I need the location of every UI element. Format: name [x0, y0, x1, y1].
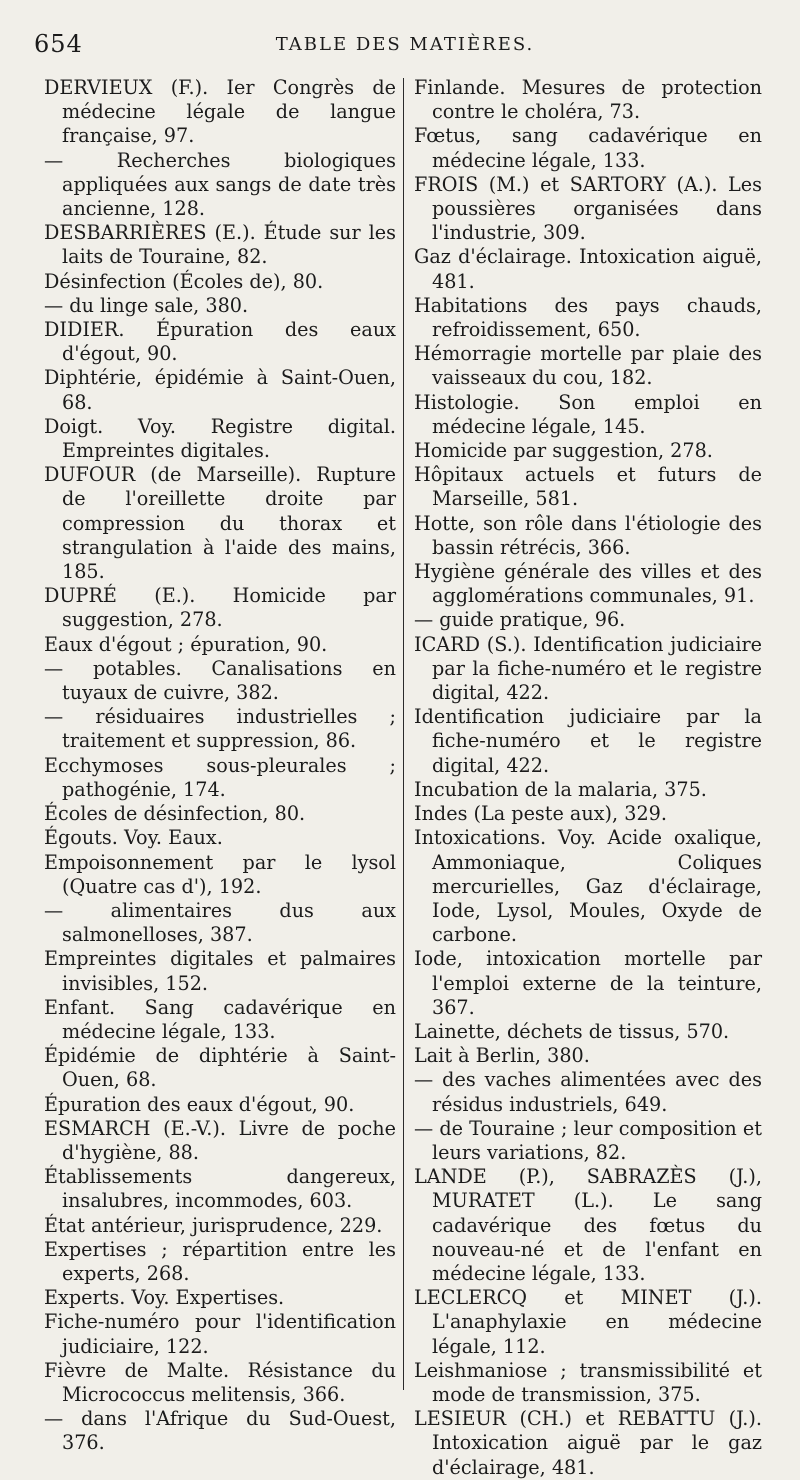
index-entry: Eaux d'égout ; épuration, 90. — [44, 632, 328, 656]
index-entry: Hôpitaux actuels et futurs de Marseille, 581. — [414, 463, 762, 511]
index-entry: Iode, intoxication mortelle par l'emploi externe de la teinture, 367. — [414, 947, 762, 1019]
index-entry: Fœtus, sang cadavérique en médecine légale, 133. — [414, 124, 762, 172]
page-number: 654 — [34, 30, 83, 58]
index-entry: Fiche-numéro pour l'identification judiciaire, 122. — [44, 1310, 396, 1358]
index-entry: LESIEUR (CH.) et REBATTU (J.). Intoxication aiguë par le gaz d'éclairage, 481. — [414, 1407, 762, 1479]
index-entry: FROIS (M.) et SARTORY (A.). Les poussières organisées dans l'industrie, 309. — [414, 172, 762, 245]
index-entry: Experts. Voy. Expertises. — [44, 1286, 285, 1310]
index-entry: Lait à Berlin, 380. — [414, 1044, 590, 1068]
index-entry: Fièvre de Malte. Résistance du Micrococcus melitensis, 366. — [44, 1358, 396, 1406]
index-entry: Empoisonnement par le lysol (Quatre cas d'), 192. — [44, 850, 396, 898]
index-entry: Enfant. Sang cadavérique en médecine légale, 133. — [44, 995, 396, 1043]
index-entry: — résiduaires industrielles ; traitement et suppression, 86. — [44, 705, 396, 753]
index-entry: — potables. Canalisations en tuyaux de cuivre, 382. — [44, 656, 396, 705]
index-entry: DIDIER. Épuration des eaux d'égout, 90. — [44, 318, 396, 366]
index-entry: État antérieur, jurisprudence, 229. — [44, 1213, 383, 1237]
index-entry: Leishmaniose ; transmissibilité et mode de transmission, 375. — [414, 1358, 762, 1406]
index-entry: Établissements dangereux, insalubres, incommodes, 603. — [44, 1165, 396, 1213]
running-title: TABLE DES MATIÈRES. — [275, 34, 535, 55]
index-entry: DERVIEUX (F.). Ier Congrès de médecine légale de langue française, 97. — [44, 76, 396, 148]
index-entry: — des vaches alimentées avec des résidus industriels, 649. — [414, 1068, 762, 1116]
index-entry: DUPRÉ (E.). Homicide par suggestion, 278. — [44, 584, 396, 632]
index-entry: Hotte, son rôle dans l'étiologie des bassin rétrécis, 366. — [414, 511, 762, 559]
index-entry: Doigt. Voy. Registre digital. Empreintes digitales. — [44, 414, 396, 463]
index-entry: — dans l'Afrique du Sud-Ouest, 376. — [44, 1407, 396, 1455]
index-entry: Hémorragie mortelle par plaie des vaisseaux du cou, 182. — [414, 342, 762, 390]
page-header — [34, 30, 776, 62]
index-entry: Hygiène générale des villes et des agglomérations communales, 91. — [414, 560, 762, 608]
index-entry: Indes (La peste aux), 329. — [414, 802, 667, 826]
index-entry: DUFOUR (de Marseille). Rupture de l'oreillette droite par compression du thorax et strangulation à l'aide des mains, 185. — [44, 463, 396, 584]
column-divider — [403, 78, 404, 1390]
left-column — [44, 76, 396, 1456]
index-entry: Gaz d'éclairage. Intoxication aiguë, 481. — [414, 245, 762, 293]
right-column — [414, 76, 762, 1480]
index-entry: Habitations des pays chauds, refroidissement, 650. — [414, 293, 762, 342]
index-entry: — alimentaires dus aux salmonelloses, 387. — [44, 898, 396, 947]
index-entry: ICARD (S.). Identification judiciaire par la fiche-numéro et le registre digital, 422. — [414, 632, 762, 705]
index-entry: Diphtérie, épidémie à Saint-Ouen, 68. — [44, 366, 396, 414]
index-entry: Écoles de désinfection, 80. — [44, 802, 306, 826]
index-entry: LANDE (P.), SABRAZÈS (J.), MURATET (L.). Le sang cadavérique des fœtus du nouveau-né et de l'enfant en médecine légale, 133. — [414, 1165, 762, 1285]
index-entry: Finlande. Mesures de protection contre le choléra, 73. — [414, 76, 762, 124]
index-entry: Histologie. Son emploi en médecine légale, 145. — [414, 390, 762, 438]
index-entry: Ecchymoses sous-pleurales ; pathogénie, 174. — [44, 753, 396, 801]
index-entry: DESBARRIÈRES (E.). Étude sur les laits de Touraine, 82. — [44, 221, 396, 269]
index-entry: Expertises ; répartition entre les experts, 268. — [44, 1237, 396, 1285]
index-entry: LECLERCQ et MINET (J.). L'anaphylaxie en médecine légale, 112. — [414, 1286, 762, 1358]
index-entry: — de Touraine ; leur composition et leurs variations, 82. — [414, 1116, 762, 1164]
index-entry: Épuration des eaux d'égout, 90. — [44, 1092, 355, 1116]
index-entry: Homicide par suggestion, 278. — [414, 439, 713, 463]
index-entry: Épidémie de diphtérie à Saint-Ouen, 68. — [44, 1044, 396, 1092]
index-entry: ESMARCH (E.-V.). Livre de poche d'hygiène, 88. — [44, 1116, 396, 1164]
index-entry: — Recherches biologiques appliquées aux sangs de date très ancienne, 128. — [44, 148, 396, 221]
index-entry: Lainette, déchets de tissus, 570. — [414, 1019, 730, 1043]
index-entry: — du linge sale, 380. — [44, 293, 249, 317]
index-entry: Incubation de la malaria, 375. — [414, 777, 707, 801]
index-entry: Identification judiciaire par la fiche-numéro et le registre digital, 422. — [414, 705, 762, 777]
index-entry: Égouts. Voy. Eaux. — [44, 826, 223, 850]
index-entry: Désinfection (Écoles de), 80. — [44, 269, 324, 293]
index-entry: — guide pratique, 96. — [414, 608, 626, 632]
index-entry: Intoxications. Voy. Acide oxalique, Ammoniaque, Coliques mercurielles, Gaz d'éclairage, Iode, Lysol, Moules, Oxyde de carbone. — [414, 826, 762, 947]
index-entry: Empreintes digitales et palmaires invisibles, 152. — [44, 947, 396, 995]
